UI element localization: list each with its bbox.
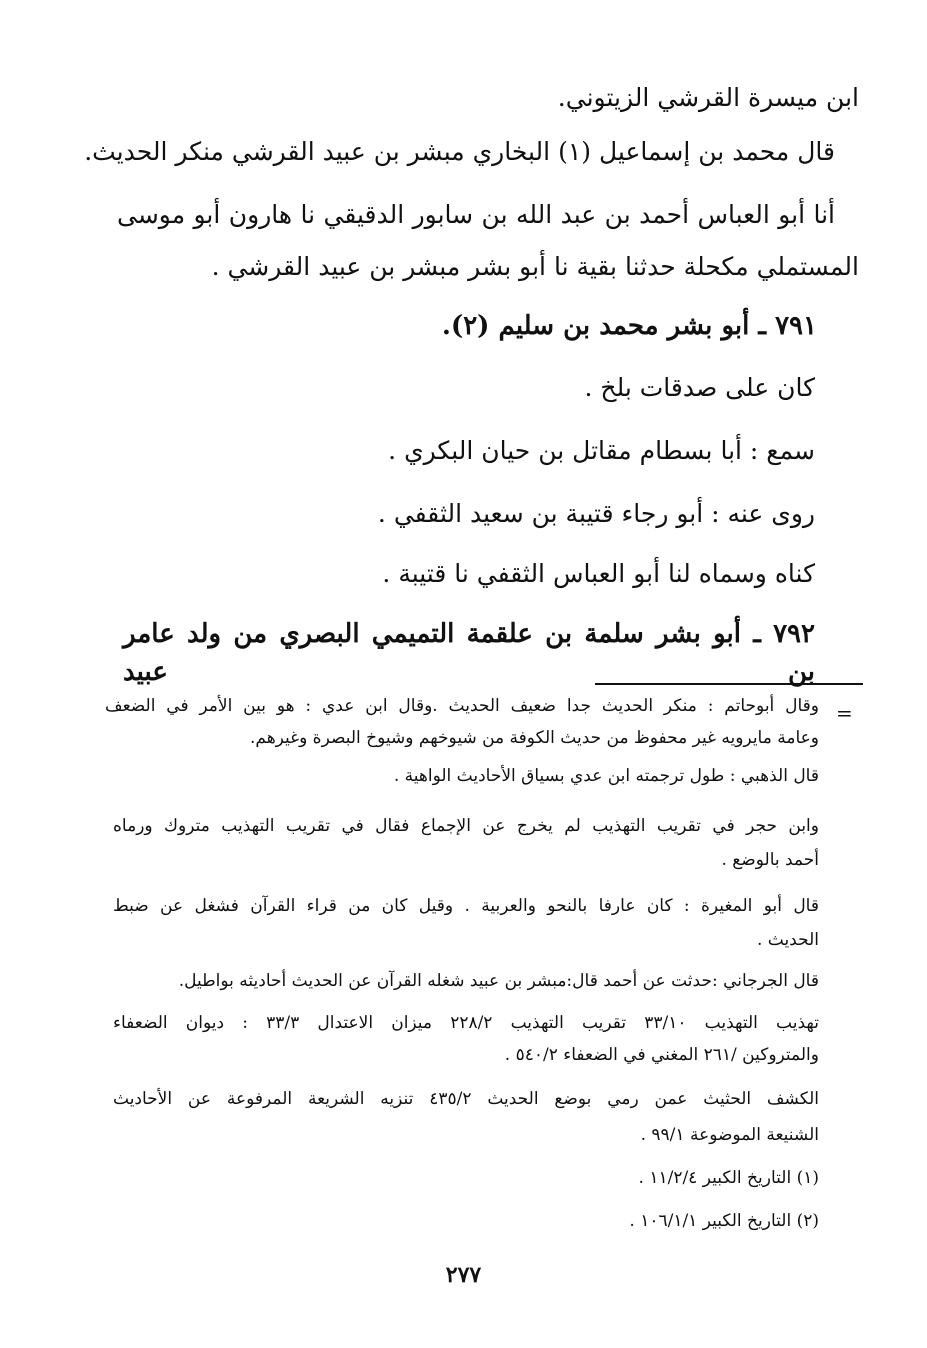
body-line-6: كان على صدقات بلخ . [584,373,815,402]
footnote-line-6: قال أبو المغيرة : كان عارفا بالنحو والعربية . وقيل كان من قراء القرآن فشغل عن ضبط [113,896,819,916]
footnote-line-12: الشنيعة الموضوعة ٩٩/١ . [640,1125,819,1145]
footnote-line-7: الحديث . [756,930,819,950]
footnote-line-9: تهذيب التهذيب ٣٣/١٠ تقريب التهذيب ٢٢٨/٢ ميزان الاعتدال ٣٣/٣ : ديوان الضعفاء [113,1013,819,1033]
body-line-9: كناه وسماه لنا أبو العباس الثقفي نا قتيبة . [382,559,815,588]
footnote-line-1: وقال أبوحاتم : منكر الحديث جدا ضعيف الحديث .وقال ابن عدي : هو بين الأمر في الضعف [105,696,819,716]
page-number: ٢٧٧ [445,1262,482,1288]
footnote-line-5: أحمد بالوضع . [721,850,819,870]
body-line-4: المستملي مكحلة حدثنا بقية نا أبو بشر مبشر بن عبيد القرشي . [211,252,859,281]
body-line-1: ابن ميسرة القرشي الزيتوني. [557,83,859,112]
footnote-line-4: وابن حجر في تقريب التهذيب لم يخرج عن الإجماع فقال في تقريب التهذيب متروك ورماه [113,816,819,836]
footnote-line-2: وعامة مايرويه غير محفوظ من حديث الكوفة من شيوخهم وشيوخ البصرة وغيرهم. [249,728,819,748]
entry-792-heading: ٧٩٢ ـ أبو بشر سلمة بن علقمة التميمي البصري من ولد عامر بن عبيد [123,619,815,687]
body-line-3: أنا أبو العباس أحمد بن عبد الله بن سابور الدقيقي نا هارون أبو موسى [117,200,835,229]
footnote-line-8: قال الجرجاني :حدثت عن أحمد قال:مبشر بن عبيد شغله القرآن عن الحديث أحاديثه بواطيل. [178,971,819,991]
footnote-ref-1: (١) التاريخ الكبير ١١/٢/٤ . [638,1168,819,1188]
footnote-ref-2: (٢) التاريخ الكبير ١٠٦/١/١ . [629,1211,819,1231]
footnote-line-10: والمتروكين /٢٦١ المغني في الضعفاء ٥٤٠/٢ . [504,1045,819,1065]
entry-791-heading: ٧٩١ ـ أبو بشر محمد بن سليم (٢). [441,311,817,341]
body-line-7: سمع : أبا بسطام مقاتل بن حيان البكري . [388,436,815,465]
body-line-8: روى عنه : أبو رجاء قتيبة بن سعيد الثقفي . [377,499,815,528]
body-line-2: قال محمد بن إسماعيل (١) البخاري مبشر بن عبيد القرشي منكر الحديث. [84,137,835,166]
footnote-continuation-mark: = [836,701,853,725]
footnote-separator [595,683,863,685]
footnote-line-11: الكشف الحثيث عمن رمي بوضع الحديث ٤٣٥/٢ تنزيه الشريعة المرفوعة عن الأحاديث [113,1089,819,1109]
footnote-line-3: قال الذهبي : طول ترجمته ابن عدي بسياق الأحاديث الواهية . [393,766,819,786]
